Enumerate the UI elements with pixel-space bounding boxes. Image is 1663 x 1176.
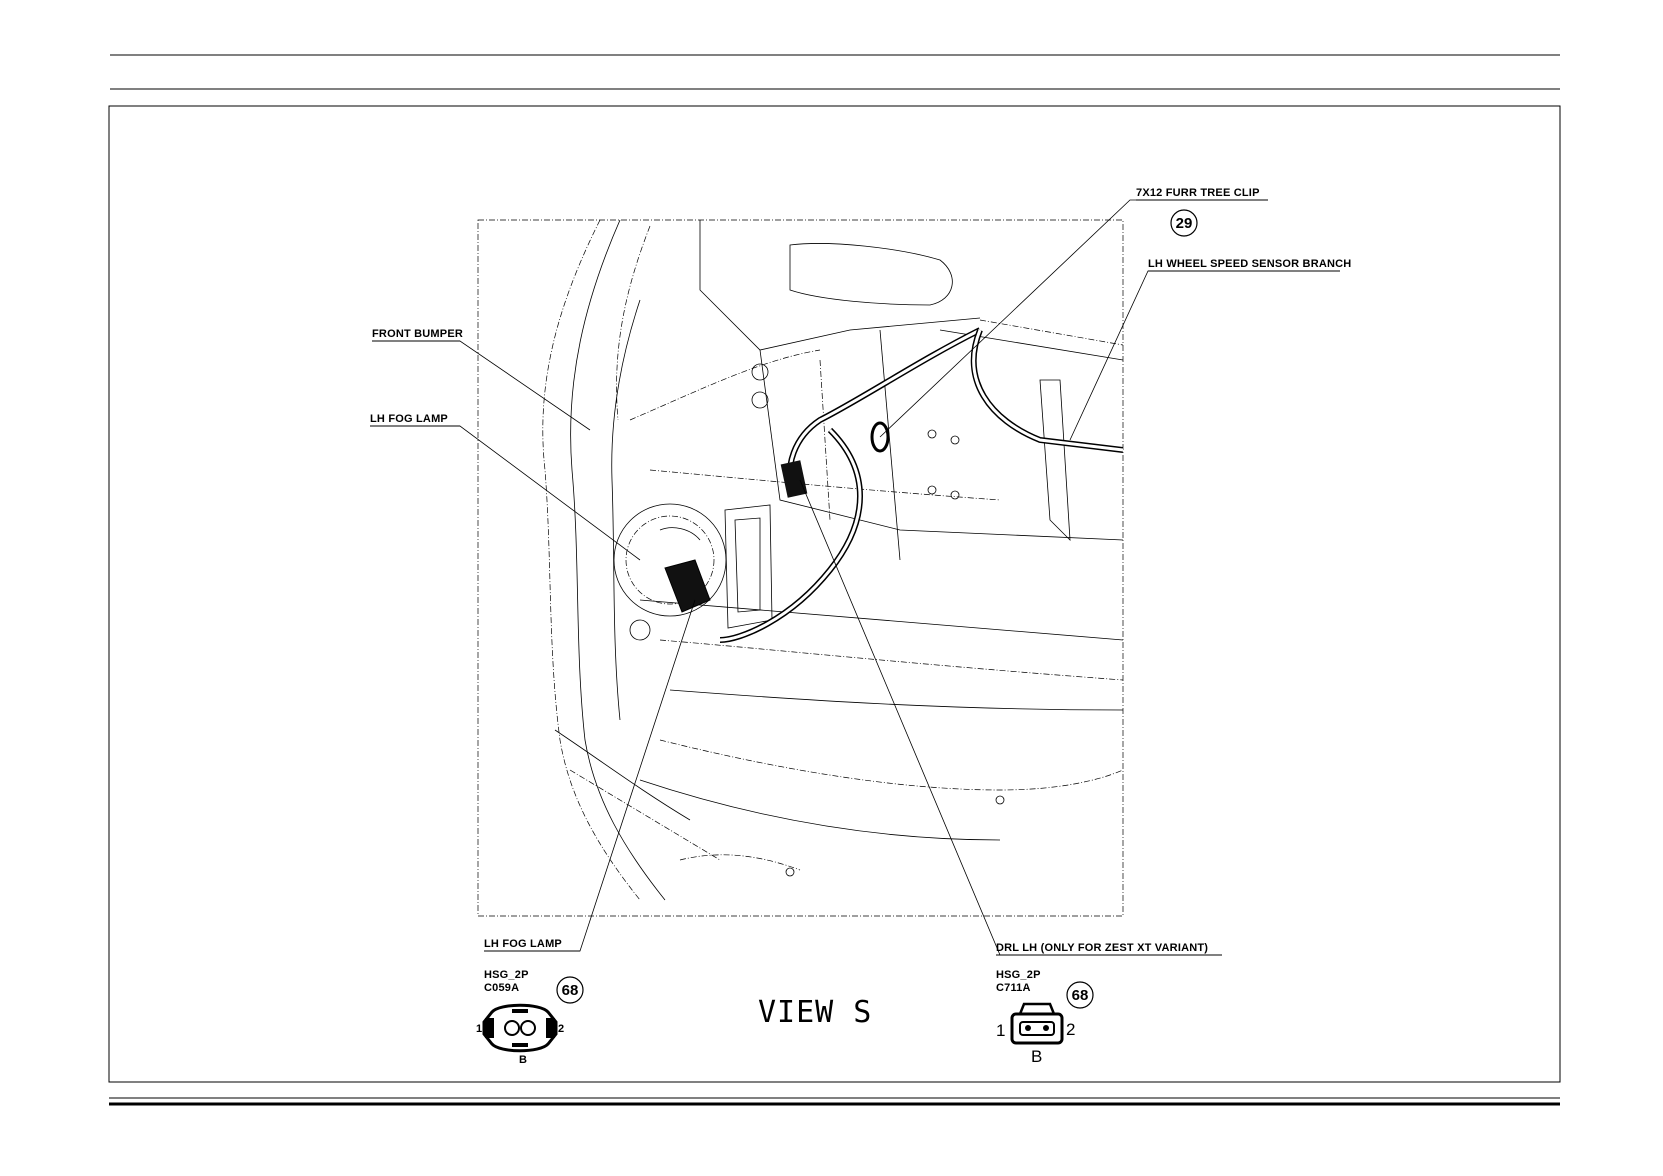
drl-connector-ref: 68	[1071, 987, 1089, 1004]
body-structure	[640, 220, 1123, 876]
drl-connector-code: C711A	[996, 982, 1031, 994]
drawing-frame	[109, 106, 1560, 1082]
fog-connector-cavity-2	[521, 1021, 535, 1035]
drl-connector-cavity-2	[1043, 1025, 1049, 1031]
leader-lines	[370, 200, 1340, 955]
furr-tree-clip-ref: 29	[1175, 215, 1193, 232]
drl-connector-face-view	[996, 969, 1093, 1066]
drl-label: DRL LH (ONLY FOR ZEST XT VARIANT)	[996, 942, 1209, 954]
fog-connector-pin-1: 1	[476, 1023, 483, 1035]
fog-connector-latch-right	[546, 1018, 555, 1038]
fog-lamp-assembly	[614, 504, 726, 640]
fog-connector-ref: 68	[561, 982, 579, 999]
front-bumper-fascia	[543, 220, 820, 900]
wheel-speed-branch-label: LH WHEEL SPEED SENSOR BRANCH	[1148, 258, 1352, 270]
drl-connector	[781, 460, 808, 497]
drl-connector-key: B	[1031, 1047, 1043, 1066]
fog-connector-rib-bottom	[512, 1043, 528, 1047]
drl-connector-pin-2: 2	[1066, 1020, 1076, 1039]
wiring-harness	[720, 330, 1123, 640]
fog-lamp-lower-label: LH FOG LAMP	[484, 938, 562, 950]
fog-connector-cavity-1	[505, 1021, 519, 1035]
drl-bracket	[725, 505, 772, 628]
fog-connector-rib-top	[512, 1009, 528, 1013]
furr-tree-clip-label: 7X12 FURR TREE CLIP	[1136, 187, 1260, 199]
fog-connector-code: C059A	[484, 982, 520, 994]
fog-lamp-upper-label: LH FOG LAMP	[370, 413, 448, 425]
drl-connector-cavity-1	[1025, 1025, 1031, 1031]
detail-view-boundary	[478, 220, 1123, 916]
drl-connector-housing: HSG_2P	[996, 969, 1041, 981]
fog-connector-key: B	[519, 1054, 527, 1066]
front-bumper-label: FRONT BUMPER	[372, 328, 464, 340]
detail-view	[478, 220, 1123, 916]
fog-lamp-connector	[476, 969, 583, 1066]
fog-connector-housing: HSG_2P	[484, 969, 529, 981]
fog-connector-pin-2: 2	[558, 1023, 565, 1035]
fog-connector-latch-left	[485, 1018, 494, 1038]
drl-connector-pin-1: 1	[996, 1021, 1006, 1040]
view-title: VIEW S	[758, 995, 873, 1030]
